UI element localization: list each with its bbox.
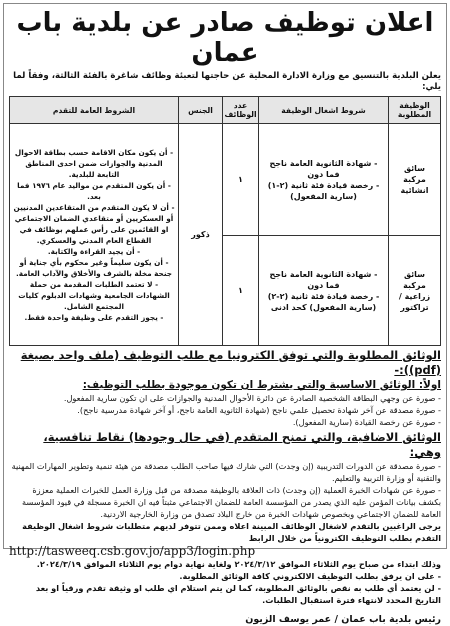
qual-line: - شهادة الثانوية العامة ناجح فما دون bbox=[269, 269, 378, 290]
docs-heading: الوثائق المطلوبة والتي توفق الكترونيا مع طلب التوظيف (ملف واحد بصيغة (pdf)):- bbox=[20, 348, 441, 377]
job-count: ١ bbox=[223, 124, 259, 236]
header-conditions: الشروط العامة للتقدم bbox=[10, 97, 179, 124]
qual-line: - رخصة قيادة فئة ثانية (٢-١) (سارية المفعول) bbox=[267, 180, 380, 201]
closing-text: يرجى الراغبين بالتقدم لاشغال الوظائف المبينة اعلاه وممن تتوفر لديهم متطلبات شروط اشغال الوظيفة التقدم بطلب التوظيف الكترونياً من خلال الرابط bbox=[22, 521, 441, 543]
gender-cell: ذكور bbox=[179, 124, 223, 346]
extra-docs-heading: الوثائق الاضافية، والتي تمنح المتقدم (في حال وجودها) نقاط تنافسية، وهي: bbox=[43, 430, 441, 459]
announcement-title: اعلان توظيف صادر عن بلدية باب عمان bbox=[16, 8, 434, 68]
extra-doc-item: - صورة عن شهادات الخبرة العملية (إن وجدت) ذات العلاقة بالوظيفة مصدقة من قبل وزارة العمل للخبرات العملية معززة بكشف بيانات المؤمن عليه الذي يصدر من المؤسسة العامة للضمان الاجتماعي مثبتاً فيه ان الخبرة مسجلة في قيود المؤسسة العامة للضمان الاجتماعي وبخصوص شهادات الخبرة من خارج البلاد تصدق من وزارة الخارجية الاردنية. bbox=[22, 485, 441, 519]
job-announcement bbox=[3, 3, 447, 625]
condition-item: - أن يكون المتقدم من مواليد عام ١٩٧٦ فما بعد. bbox=[17, 180, 171, 201]
extra-doc-item: - صورة مصدقة عن الدورات التدريبية (إن وجدت) التي شارك فيها صاحب الطلب مصدقة من هيئة تنمية وتطوير المهارات المهنية والتقنية أو وزارة التربية والتعليم. bbox=[11, 461, 441, 483]
signature: رئيس بلدية باب عمان / عمر يوسف الزيون bbox=[245, 614, 441, 625]
condition-item: - أن لا يكون المتقدم من المتقاعدين المدنيين أو العسكريين أو متقاعدي الضمان الاجتماعي او القائمين على رأس عملهم بوظائف في القطاع العام المدني والعسكري. bbox=[13, 202, 175, 245]
job-qualifications bbox=[259, 236, 389, 346]
header-count: عدد الوظائف bbox=[223, 97, 259, 124]
table-row bbox=[10, 124, 441, 236]
basic-doc-item: - صورة عن وجهي البطاقة الشخصية الصادرة عن دائرة الأحوال المدنية والجوازات على ان تكون سارية المفعول. bbox=[63, 393, 441, 403]
job-title: سائق مركبة انشائية bbox=[389, 124, 441, 236]
condition-item: - يجوز التقدم على وظيفة واحدة فقط. bbox=[24, 312, 164, 322]
jobs-table bbox=[9, 96, 441, 346]
table-header-row bbox=[10, 97, 441, 124]
intro-text: يعلن البلدية بالتنسيق مع وزارة الادارة المحلية عن حاجتها لتعبئة وظائف شاغرة بالفئة الثالثة، وفقاً لما يلي: bbox=[13, 71, 441, 92]
condition-item: - أن يكون سليماً وغير محكوم بأي جناية أو جنحة مخلة بالشرف والأخلاق والآداب العامة. bbox=[15, 257, 173, 278]
basic-doc-item: - صورة مصدقة عن آخر شهادة تحصيل علمي ناجح (شهادة الثانوية العامة ناجح، أو آخر شهادة مدرسية ناجح). bbox=[77, 405, 441, 415]
basic-docs-heading: اولاً: الوثائق الاساسية والتي يشترط ان تكون موجودة بطلب التوظيف: bbox=[82, 379, 441, 391]
qual-line: - شهادة الثانوية العامة ناجح فما دون bbox=[269, 158, 378, 179]
job-count: ١ bbox=[223, 236, 259, 346]
job-title: سائق مركبة زراعية / تراكتور bbox=[389, 236, 441, 346]
qual-line: - رخصة قيادة فئة ثانية (٢-٢) (سارية المفعول) كحد ادنى bbox=[267, 291, 380, 312]
closing-note: - على ان يرفق بطلب التوظيف الالكتروني كافة الوثائق المطلوبة. bbox=[179, 571, 441, 581]
condition-item: - أن يجيد القراءة والكتابة. bbox=[47, 246, 141, 256]
job-qualifications bbox=[259, 124, 389, 236]
closing-dates: وذلك ابتداء من صباح يوم الثلاثاء الموافق ٢٠٢٤/٣/١٢ ولغاية نهاية دوام يوم الثلاثاء الموافق ٢٠٢٤/٣/١٩. bbox=[36, 559, 441, 569]
application-link[interactable]: http://tasweeq.csb.gov.jo/app3/login.php bbox=[9, 544, 256, 558]
header-gender: الجنس bbox=[179, 97, 223, 124]
header-qual: شروط اشغال الوظيفة bbox=[259, 97, 389, 124]
closing-note: - لن يعتمد أي طلب به نقص بالوثائق المطلوبة، كما لن يتم استلام اي طلب او وثيقة تقدم ورقياً او بعد التاريخ المحدد لانتهاء فترة استقبال الطلبات. bbox=[35, 583, 441, 605]
header-job: الوظيفة المطلوبة bbox=[389, 97, 441, 124]
condition-item: - أن يكون مكان الاقامة حسب بطاقة الاحوال المدنية والجوازات ضمن احدى المناطق التابعة للبلدية. bbox=[14, 147, 174, 179]
general-conditions bbox=[10, 124, 179, 346]
condition-item: - لا تعتمد الطلبات المقدمة من حملة الشهادات الجامعية وشهادات الدبلوم كليات المجتمع الشامل. bbox=[18, 279, 170, 311]
basic-doc-item: - صورة عن رخصة القيادة (سارية المفعول). bbox=[292, 417, 441, 427]
